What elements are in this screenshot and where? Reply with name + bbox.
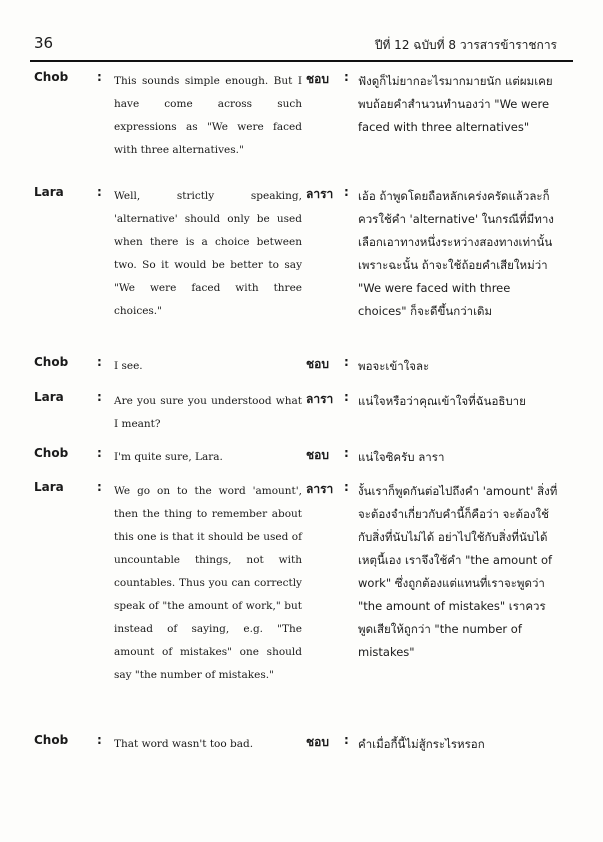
english-text: I see. [114, 360, 143, 372]
colon: : [344, 446, 349, 460]
colon: : [97, 480, 102, 494]
english-text: I'm quite sure, Lara. [114, 451, 223, 463]
thai-text: ฟังดูก็ไม่ยากอะไรมากมายนัก แต่ผมเคยพบถ้อยคำสำนวนทำนองว่า "We were faced with three alternatives" [358, 74, 553, 134]
thai-text: งั้นเราก็พูดกันต่อไปถึงคำ 'amount' สิ่งที่จะต้องจำเกี่ยวกับคำนี้ก็คือว่า จะต้องใช้กับสิ่งที่นับไม่ได้ อย่าไปใช้กับสิ่งที่นับได้ เหตุนี้เอง เราจึงใช้คำ "the amount of work" ซึ่งถูกต้องแต่แทนที่เราจะพูดว่า "the amount of mistakes" เราควรพูดเสียให้ถูกว่า "the number of mistakes" [358, 484, 558, 659]
speaker-th: ชอบ [306, 357, 329, 371]
colon: : [97, 185, 102, 199]
header-rule [30, 60, 573, 62]
thai-text: แน่ใจหรือว่าคุณเข้าใจที่ฉันอธิบาย [358, 394, 526, 408]
colon: : [344, 185, 349, 199]
running-title: ปีที่ 12 ฉบับที่ 8 วารสารข้าราชการ [374, 38, 557, 52]
speaker-en: Lara [34, 480, 64, 494]
english-text: We go on to the word 'amount', then the thing to remember about this one is that it should be used of uncountable things, not with countables. Thus you can correctly speak of "the amount of work," but instead of saying, e.g. "The amount of mistakes" one should say "the number of mistakes." [114, 485, 302, 681]
colon: : [97, 446, 102, 460]
speaker-th: ชอบ [306, 448, 329, 462]
speaker-en: Chob [34, 355, 69, 369]
colon: : [344, 733, 349, 747]
colon: : [97, 390, 102, 404]
page-header [0, 34, 603, 58]
thai-text: คำเมื่อกี้นี้ไม่สู้กระไรหรอก [358, 737, 485, 751]
speaker-th: ชอบ [306, 735, 329, 749]
speaker-th: ชอบ [306, 72, 329, 86]
speaker-en: Chob [34, 446, 69, 460]
colon: : [97, 70, 102, 84]
speaker-en: Lara [34, 390, 64, 404]
speaker-en: Chob [34, 70, 69, 84]
colon: : [344, 355, 349, 369]
colon: : [344, 390, 349, 404]
speaker-en: Chob [34, 733, 69, 747]
page-number: 36 [34, 34, 54, 52]
colon: : [97, 733, 102, 747]
thai-text: แน่ใจซิครับ ลารา [358, 450, 445, 464]
speaker-en: Lara [34, 185, 64, 199]
speaker-th: ลารา [306, 392, 334, 406]
english-text: Well, strictly speaking, 'alternative' should only be used when there is a choice between two. So it would be better to say "We were faced with three choices." [114, 190, 302, 317]
thai-text: พอจะเข้าใจละ [358, 359, 430, 373]
english-text: This sounds simple enough. But I have come across such expressions as "We were faced with three alternatives." [114, 75, 302, 156]
english-text: Are you sure you understood what I meant? [114, 395, 302, 430]
english-text: That word wasn't too bad. [114, 738, 254, 750]
speaker-th: ลารา [306, 187, 334, 201]
colon: : [344, 480, 349, 494]
colon: : [97, 355, 102, 369]
thai-text: เอ้อ ถ้าพูดโดยถือหลักเคร่งครัดแล้วละก็ ควรใช้คำ 'alternative' ในกรณีที่มีทางเลือกเอาทางหนึ่งระหว่างสองทางเท่านั้น เพราะฉะนั้น ถ้าจะใช้ถ้อยคำเสียใหม่ว่า "We were faced with three choices" ก็จะดีขึ้นกว่าเดิม [358, 189, 554, 318]
colon: : [344, 70, 349, 84]
speaker-th: ลารา [306, 482, 334, 496]
